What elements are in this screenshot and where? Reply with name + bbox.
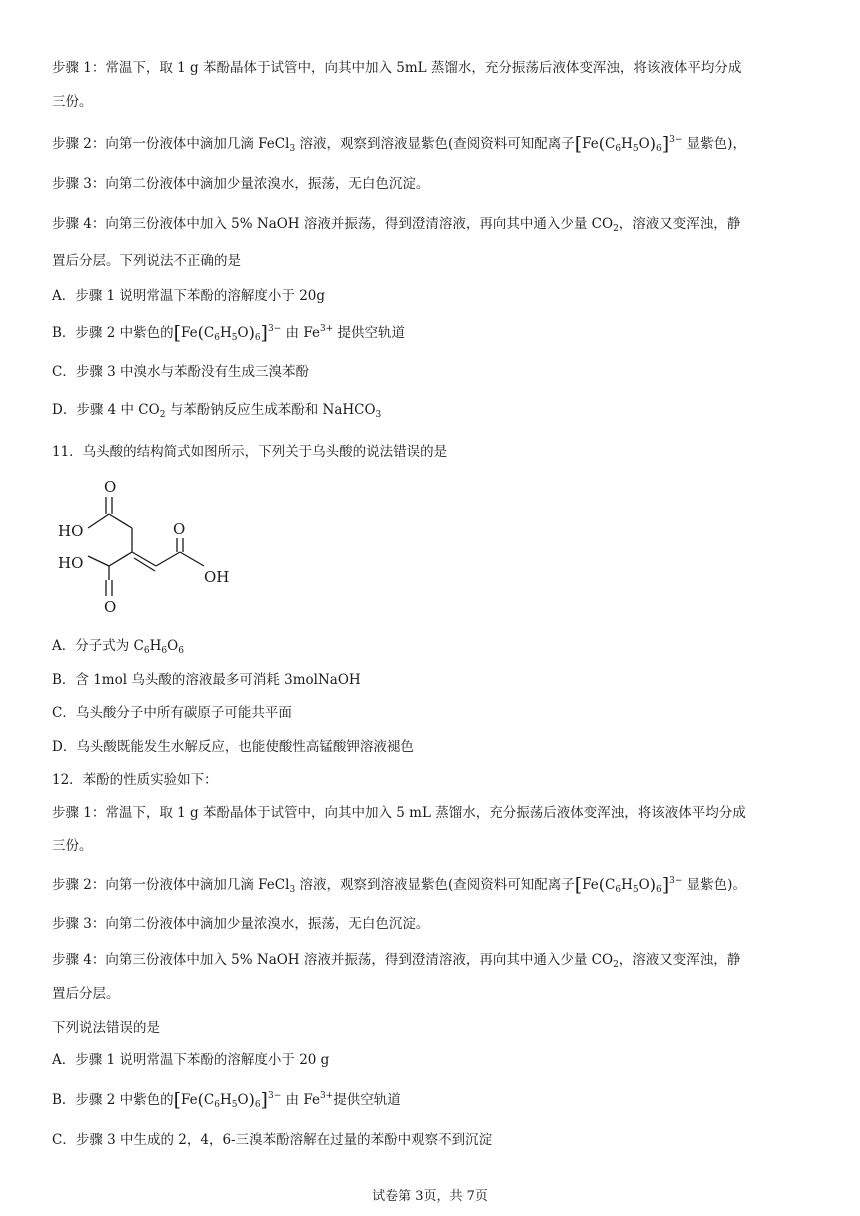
- q10-option-d: D．步骤 4 中 $CO_2$ 与苯酚钠反应生成苯酚和 NaHCO$_3$: [52, 402, 382, 420]
- q12-step1: 步骤 1：常温下，取 1 g 苯酚晶体于试管中，向其中加入 5 mL 蒸馏水，充分振荡后液体变浑浊，将该液体平均分成: [52, 805, 746, 821]
- complex-ion-formula: $[Fe(C_6H_5O)_6]^{3-}$: [173, 1089, 282, 1111]
- bond: [88, 556, 109, 566]
- label-ho-1: HO: [58, 522, 84, 540]
- label-ho-2: HO: [58, 554, 84, 572]
- q12-step1-cont: 三份。: [52, 838, 93, 854]
- label-o-bottom: O: [104, 598, 117, 616]
- q12-step4-cont: 置后分层。: [52, 986, 120, 1002]
- q10-option-c: C．步骤 3 中溴水与苯酚没有生成三溴苯酚: [52, 364, 310, 380]
- label-o-right: O: [173, 520, 186, 538]
- q11-option-c: C．乌头酸分子中所有碳原子可能共平面: [52, 705, 292, 721]
- q10-step3: 步骤 3：向第二份液体中滴加少量浓溴水，振荡，无白色沉淀。: [52, 176, 430, 192]
- q12-option-b: B．步骤 2 中紫色的$[Fe(C_6H_5O)_6]^{3-}$ 由 $Fe^{3+}$提供空轨道: [52, 1089, 401, 1111]
- label-oh: OH: [204, 568, 230, 586]
- complex-ion-formula: $[Fe(C_6H_5O)_6]^{3-}$: [574, 874, 683, 896]
- bond: [88, 514, 109, 528]
- q10-step1-cont: 三份。: [52, 94, 93, 110]
- q10-step4: 步骤 4：向第三份液体中加入 5% NaOH 溶液并振荡，得到澄清溶液，再向其中通入少量 $CO_2$，溶液又变浑浊，静: [52, 216, 741, 234]
- q12-question: 下列说法错误的是: [52, 1020, 160, 1036]
- q10-option-b: B．步骤 2 中紫色的$[Fe(C_6H_5O)_6]^{3-}$ 由 $Fe^{3+}$ 提供空轨道: [52, 322, 406, 344]
- page-footer: 试卷第 3页，共 7页: [372, 1189, 488, 1204]
- q12-step2: 步骤 2：向第一份液体中滴加几滴 FeCl$_3$ 溶液，观察到溶液显紫色(查阅资料可知配离子$[Fe(C_6H_5O)_6]^{3-}$ 显紫色)。: [52, 874, 746, 896]
- q11-option-a: A．分子式为 $C_6H_6O_6$: [52, 638, 184, 656]
- label-o-top: O: [104, 478, 117, 496]
- q12-step4: 步骤 4：向第三份液体中加入 5% NaOH 溶液并振荡，得到澄清溶液，再向其中通入少量 $CO_2$，溶液又变浑浊，静: [52, 952, 741, 970]
- complex-ion-formula: $[Fe(C_6H_5O)_6]^{3-}$: [173, 322, 282, 344]
- q11-stem: 11．乌头酸的结构简式如图所示，下列关于乌头酸的说法错误的是: [52, 444, 448, 460]
- q10-step1: 步骤 1：常温下，取 1 g 苯酚晶体于试管中，向其中加入 5mL 蒸馏水，充分振荡后液体变浑浊，将该液体平均分成: [52, 60, 742, 76]
- complex-ion-formula: $[Fe(C_6H_5O)_6]^{3-}$: [574, 133, 683, 155]
- q12-option-a: A．步骤 1 说明常温下苯酚的溶解度小于 20 g: [52, 1052, 330, 1068]
- q12-step3: 步骤 3：向第二份液体中滴加少量浓溴水，振荡，无白色沉淀。: [52, 916, 430, 932]
- q11-option-b: B．含 1mol 乌头酸的溶液最多可消耗 3molNaOH: [52, 672, 361, 688]
- q10-option-a: A．步骤 1 说明常温下苯酚的溶解度小于 20g: [52, 288, 326, 304]
- aconitic-acid-structure: [52, 476, 252, 618]
- q11-option-d: D．乌头酸既能发生水解反应，也能使酸性高锰酸钾溶液褪色: [52, 739, 414, 755]
- bond: [109, 514, 132, 528]
- q10-step4-cont: 置后分层。下列说法不正确的是: [52, 253, 241, 269]
- q10-step2: 步骤 2：向第一份液体中滴加几滴 FeCl$_3$ 溶液，观察到溶液显紫色(查阅资料可知配离子$[Fe(C_6H_5O)_6]^{3-}$ 显紫色)，: [52, 133, 746, 155]
- bond: [109, 552, 132, 566]
- q12-option-c: C．步骤 3 中生成的 2，4，6-三溴苯酚溶解在过量的苯酚中观察不到沉淀: [52, 1132, 493, 1148]
- q12-stem: 12．苯酚的性质实验如下：: [52, 772, 218, 788]
- bond: [180, 552, 204, 566]
- bond: [156, 552, 180, 566]
